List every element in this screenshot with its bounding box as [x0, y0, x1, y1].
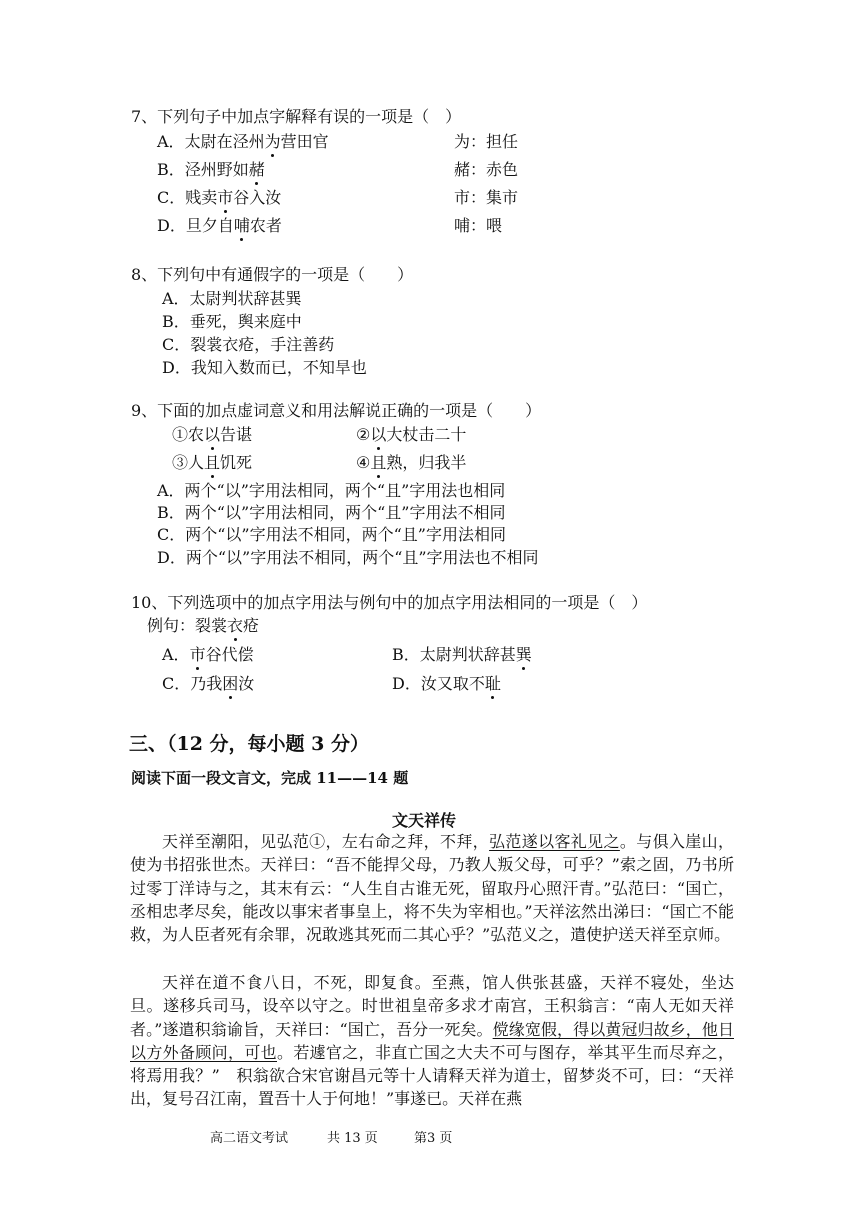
- emphasis-dot-char: 以: [370, 422, 386, 445]
- question-9-stem: 9、下面的加点虚词意义和用法解说正确的一项是（ ）: [131, 401, 542, 420]
- question-7-stem: 7、下列句子中加点字解释有误的一项是（ ）: [131, 107, 462, 126]
- section-instruction: 阅读下面一段文言文，完成 11——14 题: [131, 769, 409, 787]
- emphasis-dot-char: 哺: [234, 213, 250, 236]
- q9-option-a: A．两个“以”字用法相同，两个“且”字用法也相同: [157, 481, 506, 500]
- q7-option-d: D．旦夕自哺农者: [157, 213, 282, 236]
- emphasis-dot-char: 市: [217, 185, 233, 208]
- emphasis-dot-char: 以: [204, 422, 220, 445]
- emphasis-dot-char: 困: [222, 671, 238, 694]
- q7-gloss-d: 哺：喂: [454, 216, 503, 235]
- emphasis-dot-char: 且: [204, 450, 220, 473]
- passage-paragraph-1: 天祥至潮阳，见弘范①，左右命之拜，不拜，弘范遂以客礼见之。与俱入崖山，使为书招张世杰。天祥曰：“吾不能捍父母，乃教人叛父母，可乎？”索之固，乃书所过零丁洋诗与之，其末有云：“人生自古谁无死，留取丹心照汗青。”弘范曰：“国亡，丞相忠孝尽矣，能改以事宋者事皇上，将不失为宰相也。”天祥泫然出涕曰：“国亡不能救，为人臣者死有余罪，况敢逃其死而二其心乎？”弘范义之，遣使护送天祥至京师。: [130, 832, 734, 945]
- question-8-stem: 8、下列句中有通假字的一项是（ ）: [131, 265, 414, 284]
- q9-option-b: B．两个“以”字用法相同，两个“且”字用法不相同: [157, 503, 506, 522]
- q8-option-a: A．太尉判状辞甚巽: [162, 289, 302, 308]
- q9-example-4: ④且熟，归我半: [356, 450, 466, 473]
- passage-paragraph-2: 天祥在道不食八日，不死，即复食。至燕，馆人供张甚盛，天祥不寝处，坐达旦。遂移兵司马，设卒以守之。时世祖皇帝多求才南宫，王积翁言：“南人无如天祥者。”遂遣积翁谕旨，天祥曰：“国亡，吾分一死矣。傥缘宽假，得以黄冠归故乡，他日以方外备顾问，可也。若遽官之，非直亡国之大夫不可与图存，举其平生而尽弃之，将焉用我？” 积翁欲合宋官谢昌元等十人请释天祥为道士，留梦炎不可，曰：“天祥出，复号召江南，置吾十人于何地！”事遂已。天祥在燕: [130, 973, 734, 1109]
- footer-exam-name: 高二语文考试: [210, 1131, 289, 1146]
- q9-example-1: ①农以告谌: [172, 422, 252, 445]
- q10-option-c: C．乃我困汝: [162, 671, 254, 694]
- q9-example-2: ②以大杖击二十: [356, 422, 466, 445]
- q8-option-b: B．垂死，舆来庭中: [162, 312, 302, 331]
- q8-option-d: D．我知入数而已，不知旱也: [162, 358, 367, 377]
- q7-option-c: C．贱卖市谷入汝: [157, 185, 281, 208]
- q8-option-c: C．裂裳衣疮，手注善药: [162, 335, 335, 354]
- question-10-stem: 10、下列选项中的加点字用法与例句中的加点字用法相同的一项是（ ）: [131, 593, 648, 612]
- q7-gloss-a: 为：担任: [454, 132, 519, 151]
- section-heading: 三、（12 分，每小题 3 分）: [129, 733, 370, 755]
- q9-option-c: C．两个“以”字用法不相同，两个“且”字用法相同: [157, 525, 506, 544]
- emphasis-dot-char: 耻: [485, 671, 501, 694]
- q9-option-d: D．两个“以”字用法不相同，两个“且”字用法也不相同: [157, 548, 539, 567]
- q7-gloss-c: 市：集市: [454, 188, 519, 207]
- footer-total-pages: 共 13 页: [327, 1131, 378, 1146]
- underlined-sentence: 傥缘宽假，得以黄冠归故乡，他日以方外备顾问，可也: [130, 1019, 734, 1062]
- q9-example-3: ③人且饥死: [172, 450, 252, 473]
- q7-option-b: B．泾州野如赭: [157, 157, 265, 180]
- q7-option-a: A．太尉在泾州为营田官: [157, 129, 329, 152]
- passage-title: 文天祥传: [392, 811, 457, 830]
- q10-option-d: D．汝又取不耻: [392, 671, 501, 694]
- q10-example: 例句：裂裳衣疮: [147, 613, 259, 636]
- emphasis-dot-char: 赭: [249, 157, 265, 180]
- emphasis-dot-char: 市: [190, 642, 206, 665]
- q7-gloss-b: 赭：赤色: [454, 160, 519, 179]
- q10-option-a: A．市谷代偿: [162, 642, 254, 665]
- q10-option-b: B．太尉判状辞甚巽: [392, 642, 532, 665]
- emphasis-dot-char: 衣: [227, 613, 243, 636]
- emphasis-dot-char: 巽: [516, 642, 532, 665]
- footer-page-number: 第3 页: [414, 1131, 453, 1146]
- emphasis-dot-char: 为: [265, 129, 281, 152]
- underlined-sentence: 弘范遂以客礼见之: [489, 832, 620, 851]
- emphasis-dot-char: 且: [370, 450, 386, 473]
